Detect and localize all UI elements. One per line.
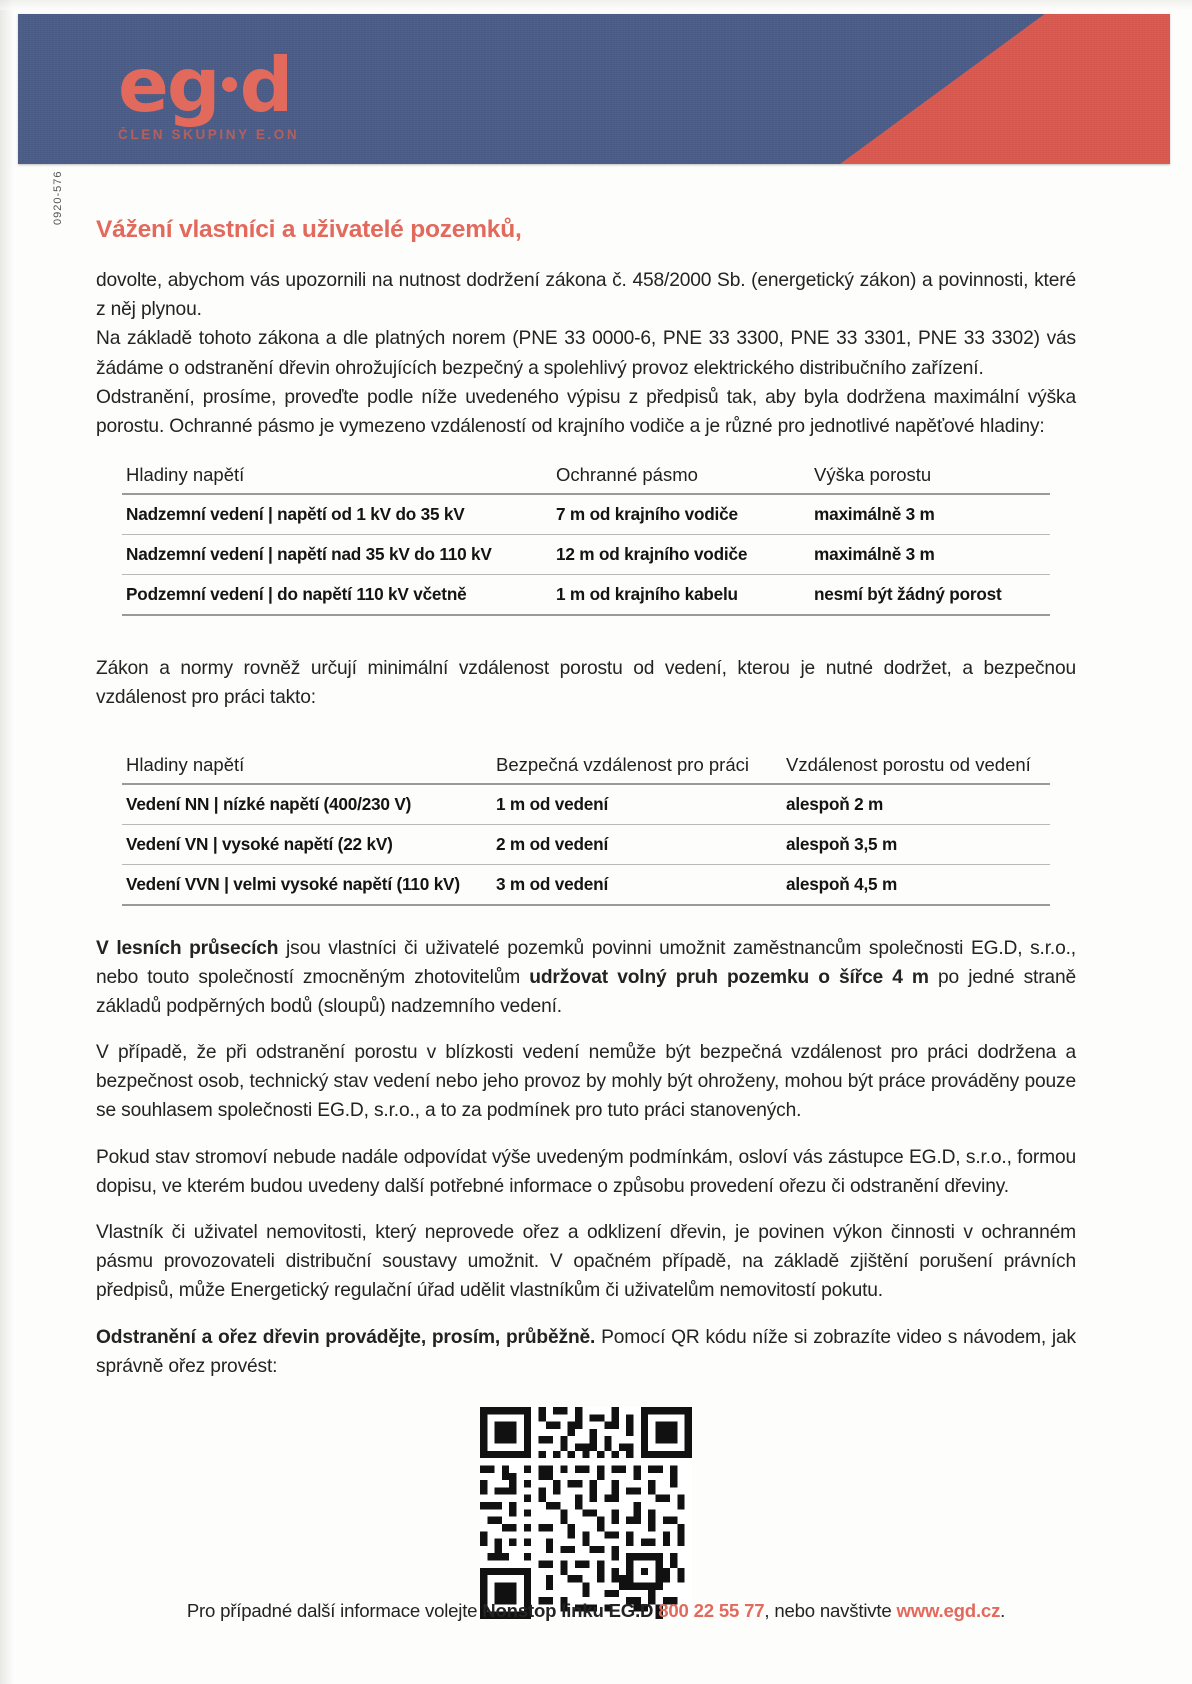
document-body <box>96 216 1076 1619</box>
cell-voltage-level: Vedení VN | vysoké napětí (22 kV) <box>122 824 492 864</box>
table-row <box>122 575 1050 616</box>
forest-mid-2: po jedné straně základů podpěrných bodů (sloupů) nadzemního vedení. <box>96 966 1076 1017</box>
logo-wordmark <box>118 41 299 129</box>
closing-paragraph-2: Pokud stav stromoví nebude nadále odpovídat výše uvedeným podmínkám, osloví vás zástupce EG.D, s.r.o., formou dopisu, ve kterém budou uvedeny další potřebné informace o způsobu provedení ořezu či odstranění dřeviny. <box>96 1146 1076 1197</box>
cell-safe-work-distance: 3 m od vedení <box>492 864 782 905</box>
footer-phone-number[interactable]: 800 22 55 77 <box>658 1600 765 1621</box>
table-row <box>122 784 1050 825</box>
cell-safe-work-distance: 1 m od vedení <box>492 784 782 825</box>
banner-red-wedge <box>840 14 1170 164</box>
page-title: Vážení vlastníci a uživatelé pozemků, <box>96 216 522 243</box>
cell-vegetation-distance: alespoň 3,5 m <box>782 824 1050 864</box>
qr-instruction-rest: Pomocí QR kódu níže si zobrazíte video s návodem, jak správně ořez provést: <box>96 1326 1076 1377</box>
cell-vegetation-distance: alespoň 4,5 m <box>782 864 1050 905</box>
cell-vegetation-height: maximálně 3 m <box>810 535 1050 575</box>
cell-voltage-level: Podzemní vedení | do napětí 110 kV včetně <box>122 575 552 616</box>
qr-instruction-paragraph <box>96 1323 1076 1381</box>
table-safe-distance <box>122 751 1050 906</box>
cell-safe-work-distance: 2 m od vedení <box>492 824 782 864</box>
table-protection-zone-wrapper <box>122 461 1050 616</box>
column-header-vegetation-height: Výška porostu <box>814 464 932 486</box>
forest-mid-1: jsou vlastníci či uživatelé pozemků povinni umožnit zaměstnancům společnosti EG.D, s.r.o., nebo touto společností zmocněným zhotovitelům <box>96 937 1076 988</box>
cell-vegetation-height: maximálně 3 m <box>810 494 1050 535</box>
column-header-voltage-levels: Hladiny napětí <box>126 464 245 486</box>
column-header-vegetation-distance: Vzdálenost porostu od vedení <box>786 753 1031 775</box>
forest-bold-2: udržovat volný pruh pozemku o šířce 4 m <box>529 966 929 988</box>
table-row <box>122 494 1050 535</box>
intro-paragraph-1: dovolte, abychom vás upozornili na nutnost dodržení zákona č. 458/2000 Sb. (energetický zákon) a povinnosti, které z něj plynou. <box>96 270 1076 321</box>
table-protection-zone <box>122 461 1050 616</box>
qr-instruction-bold: Odstranění a ořez dřevin provádějte, prosím, průběžně. <box>96 1326 596 1348</box>
column-header-safe-work-distance: Bezpečná vzdálenost pro práci <box>496 753 749 775</box>
qr-code-icon[interactable] <box>480 1407 692 1619</box>
qr-code-area <box>96 1407 1076 1619</box>
footer-period: . <box>1000 1600 1006 1621</box>
footer-website-link[interactable]: www.egd.cz <box>896 1600 1001 1621</box>
column-header-voltage-levels: Hladiny napětí <box>126 753 245 775</box>
table-header-row <box>122 751 1050 784</box>
column-header-protection-zone: Ochranné pásmo <box>556 464 698 486</box>
cell-vegetation-distance: alespoň 2 m <box>782 784 1050 825</box>
table-header-row <box>122 461 1050 494</box>
footer-text-part1: Pro případné další informace volejte <box>186 1600 483 1621</box>
table-safe-distance-wrapper <box>122 751 1050 906</box>
intro-paragraph-2: Na základě tohoto zákona a dle platných norem (PNE 33 0000-6, PNE 33 3300, PNE 33 3301, PNE 33 3302) vás žádáme o odstranění dřevin ohrožujících bezpečný a spolehlivý provoz elektrického distribučního zařízení. <box>96 328 1076 379</box>
intro-paragraph-3: Odstranění, prosíme, proveďte podle níže uvedeného výpisu z předpisů tak, aby byla dodržena maximální výška porostu. Ochranné pásmo je vymezeno vzdáleností od krajního vodiče a je různé pro jednotlivé napěťové hladiny: <box>96 386 1076 437</box>
closing-paragraph-3: Vlastník či uživatel nemovitosti, který neprovede ořez a odklizení dřevin, je povinen výkon činnosti v ochranném pásmu provozovateli distribuční soustavy umožnit. V opačném případě, na základě zjištění porušení právních předpisů, může Energetický regulační úřad udělit vlastníkům či uživatelům nemovitostí pokutu. <box>96 1222 1076 1302</box>
margin-document-code: 0920-576 <box>52 170 64 225</box>
cell-protection-zone: 12 m od krajního vodiče <box>552 535 810 575</box>
logo-subtitle: ČLEN SKUPINY E.ON <box>118 127 300 143</box>
logo-text-d: d <box>239 41 292 129</box>
forest-corridor-paragraph <box>96 934 1076 1022</box>
forest-lead-bold: V lesních průsecích <box>96 937 279 959</box>
cell-voltage-level: Vedení VVN | velmi vysoké napětí (110 kV) <box>122 864 492 905</box>
logo-text-eg: eg <box>118 41 219 129</box>
scan-edge-left <box>0 0 14 1684</box>
cell-voltage-level: Nadzemní vedení | napětí od 1 kV do 35 kV <box>122 494 552 535</box>
table-row <box>122 535 1050 575</box>
footer-nonstop-label: Nonstop linku EG.D <box>482 1600 654 1621</box>
table-row <box>122 864 1050 905</box>
logo-dot-icon <box>222 77 237 92</box>
closing-paragraph-1: V případě, že při odstranění porostu v blízkosti vedení nemůže být bezpečná vzdálenost pro práci dodržena a bezpečnost osob, technický stav vedení nebo jeho provoz by mohly být ohroženy, mohou být práce prováděny pouze se souhlasem společnosti EG.D, s.r.o., a to za podmínek pro tuto práci stanovených. <box>96 1042 1076 1122</box>
between-tables-paragraph: Zákon a normy rovněž určují minimální vzdálenost porostu od vedení, kterou je nutné dodržet, a bezpečnou vzdálenost pro práci takto: <box>96 658 1076 709</box>
cell-voltage-level: Nadzemní vedení | napětí nad 35 kV do 110 kV <box>122 535 552 575</box>
cell-vegetation-height: nesmí být žádný porost <box>810 575 1050 616</box>
cell-protection-zone: 1 m od krajního kabelu <box>552 575 810 616</box>
header-banner <box>18 14 1170 164</box>
table-row <box>122 824 1050 864</box>
egd-logo <box>118 41 300 143</box>
cell-protection-zone: 7 m od krajního vodiče <box>552 494 810 535</box>
cell-voltage-level: Vedení NN | nízké napětí (400/230 V) <box>122 784 492 825</box>
scan-edge-top <box>0 0 1192 10</box>
footer-contact-line <box>0 1600 1192 1622</box>
footer-text-part2: , nebo navštivte <box>764 1600 897 1621</box>
